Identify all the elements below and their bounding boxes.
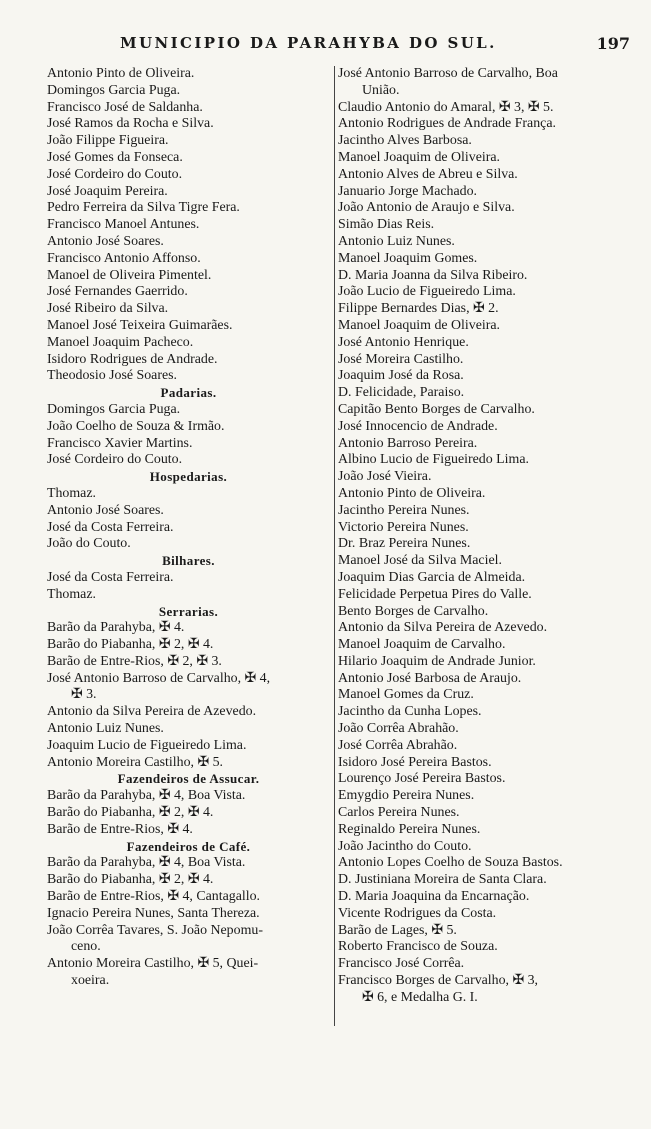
- directory-entry: José Ribeiro da Silva.: [47, 301, 169, 317]
- directory-entry: Simão Dias Reis.: [338, 217, 435, 233]
- directory-entry: Reginaldo Pereira Nunes.: [338, 821, 481, 837]
- directory-entry: Manoel de Oliveira Pimentel.: [47, 267, 212, 283]
- directory-entry: Barão de Lages, ✠ 5.: [338, 922, 457, 938]
- directory-entry: Francisco José Corrêa.: [338, 956, 465, 972]
- directory-entry: Felicidade Perpetua Pires do Valle.: [338, 586, 532, 602]
- directory-entry: Vicente Rodrigues da Costa.: [338, 905, 497, 921]
- directory-entry: Jacintho Pereira Nunes.: [338, 502, 470, 518]
- directory-entry: Victorio Pereira Nunes.: [338, 519, 469, 535]
- directory-entry: João Filippe Figueira.: [47, 133, 169, 149]
- directory-entry: Emygdio Pereira Nunes.: [338, 788, 475, 804]
- directory-entry: Francisco Manoel Antunes.: [47, 217, 200, 233]
- directory-entry: Antonio Pinto de Oliveira.: [338, 485, 486, 501]
- directory-entry: ceno.: [71, 939, 101, 955]
- right-column: [334, 66, 628, 1026]
- directory-entry: Thomaz.: [47, 586, 96, 602]
- directory-entry: João Coelho de Souza & Irmão.: [47, 418, 225, 434]
- page-header: [40, 34, 630, 62]
- directory-entry: José da Costa Ferreira.: [47, 519, 174, 535]
- directory-entry: Joaquim Lucio de Figueiredo Lima.: [47, 737, 247, 753]
- directory-entry: Barão da Parahyba, ✠ 4, Boa Vista.: [47, 855, 246, 871]
- directory-entry: Manoel Joaquim Pacheco.: [47, 334, 194, 350]
- directory-entry: José Fernandes Gaerrido.: [47, 284, 188, 300]
- directory-entry: José Joaquim Pereira.: [47, 183, 168, 199]
- section-heading: Padarias.: [160, 385, 217, 401]
- directory-entry: Antonio José Barbosa de Araujo.: [338, 670, 522, 686]
- directory-entry: João Antonio de Araujo e Silva.: [338, 200, 515, 216]
- directory-entry: Antonio Barroso Pereira.: [338, 435, 478, 451]
- directory-entry: Francisco Borges de Carvalho, ✠ 3,: [338, 973, 539, 989]
- directory-entry: Barão de Entre-Rios, ✠ 2, ✠ 3.: [47, 653, 222, 669]
- directory-entry: Antonio Rodrigues de Andrade França.: [338, 116, 556, 132]
- directory-entry: Capitão Bento Borges de Carvalho.: [338, 401, 535, 417]
- directory-entry: Barão de Entre-Rios, ✠ 4.: [47, 821, 193, 837]
- directory-entry: ✠ 6, e Medalha G. I.: [362, 989, 478, 1005]
- directory-entry: Theodosio José Soares.: [47, 368, 178, 384]
- directory-entry: Isidoro Rodrigues de Andrade.: [47, 351, 218, 367]
- directory-entry: União.: [362, 82, 400, 98]
- directory-entry: Manoel José da Silva Maciel.: [338, 553, 502, 569]
- directory-entry: xoeira.: [71, 973, 110, 989]
- section-heading: Hospedarias.: [149, 469, 228, 485]
- page-number: 197: [596, 34, 630, 53]
- directory-entry: Jacintho da Cunha Lopes.: [338, 704, 482, 720]
- directory-entry: Domingos Garcia Puga.: [47, 401, 181, 417]
- directory-entry: Francisco Antonio Affonso.: [47, 250, 201, 266]
- directory-entry: D. Maria Joanna da Silva Ribeiro.: [338, 267, 528, 283]
- directory-entry: Thomaz.: [47, 485, 96, 501]
- directory-entry: Francisco José de Saldanha.: [47, 99, 203, 115]
- directory-entry: Roberto Francisco de Souza.: [338, 939, 498, 955]
- directory-entry: Antonio Luiz Nunes.: [47, 721, 164, 737]
- directory-entry: Ignacio Pereira Nunes, Santa Thereza.: [47, 905, 260, 921]
- directory-entry: João Lucio de Figueiredo Lima.: [338, 284, 516, 300]
- directory-entry: Januario Jorge Machado.: [338, 183, 477, 199]
- directory-entry: Isidoro José Pereira Bastos.: [338, 754, 492, 770]
- directory-entry: João Jacintho do Couto.: [338, 838, 472, 854]
- directory-entry: Manoel Joaquim de Oliveira.: [338, 149, 501, 165]
- directory-entry: Bento Borges de Carvalho.: [338, 603, 489, 619]
- directory-entry: Filippe Bernardes Dias, ✠ 2.: [338, 301, 499, 317]
- directory-entry: Hilario Joaquim de Andrade Junior.: [338, 653, 536, 669]
- directory-entry: Antonio José Soares.: [47, 233, 164, 249]
- left-column: [47, 66, 330, 990]
- directory-entry: José Gomes da Fonseca.: [47, 149, 183, 165]
- directory-entry: João do Couto.: [47, 536, 131, 552]
- directory-entry: José Corrêa Abrahão.: [338, 737, 458, 753]
- directory-entry: José Cordeiro do Couto.: [47, 166, 183, 182]
- directory-entry: Francisco Xavier Martins.: [47, 435, 193, 451]
- directory-entry: José da Costa Ferreira.: [47, 569, 174, 585]
- section-heading: Serrarias.: [158, 603, 219, 619]
- directory-entry: Barão do Piabanha, ✠ 2, ✠ 4.: [47, 637, 214, 653]
- directory-entry: Domingos Garcia Puga.: [47, 82, 181, 98]
- directory-entry: Lourenço José Pereira Bastos.: [338, 771, 506, 787]
- directory-entry: Barão do Piabanha, ✠ 2, ✠ 4.: [47, 805, 214, 821]
- directory-entry: Joaquim Dias Garcia de Almeida.: [338, 569, 526, 585]
- directory-entry: Barão da Parahyba, ✠ 4.: [47, 620, 185, 636]
- directory-entry: Barão da Parahyba, ✠ 4, Boa Vista.: [47, 788, 246, 804]
- directory-entry: Antonio da Silva Pereira de Azevedo.: [47, 704, 257, 720]
- running-title: MUNICIPIO DA PARAHYBA DO SUL.: [120, 34, 497, 52]
- directory-entry: Antonio Moreira Castilho, ✠ 5.: [47, 754, 223, 770]
- directory-entry: José Antonio Barroso de Carvalho, ✠ 4,: [47, 670, 271, 686]
- section-heading: Bilhares.: [162, 553, 215, 569]
- directory-entry: José Antonio Henrique.: [338, 334, 469, 350]
- directory-entry: Jacintho Alves Barbosa.: [338, 133, 472, 149]
- directory-entry: Carlos Pereira Nunes.: [338, 805, 460, 821]
- directory-entry: João Corrêa Tavares, S. João Nepomu-: [47, 922, 263, 938]
- directory-entry: Antonio José Soares.: [47, 502, 164, 518]
- directory-entry: Dr. Braz Pereira Nunes.: [338, 536, 471, 552]
- directory-entry: José Ramos da Rocha e Silva.: [47, 116, 214, 132]
- section-heading: Fazendeiros de Assucar.: [117, 771, 260, 787]
- directory-entry: Claudio Antonio do Amaral, ✠ 3, ✠ 5.: [338, 99, 554, 115]
- directory-entry: Manoel Joaquim Gomes.: [338, 250, 478, 266]
- directory-entry: José Cordeiro do Couto.: [47, 452, 183, 468]
- directory-entry: Manoel Gomes da Cruz.: [338, 687, 474, 703]
- directory-entry: José Innocencio de Andrade.: [338, 418, 498, 434]
- directory-entry: João José Vieira.: [338, 469, 432, 485]
- directory-entry: D. Maria Joaquina da Encarnação.: [338, 889, 530, 905]
- directory-entry: D. Felicidade, Paraiso.: [338, 385, 465, 401]
- directory-entry: Albino Lucio de Figueiredo Lima.: [338, 452, 529, 468]
- directory-entry: José Moreira Castilho.: [338, 351, 464, 367]
- directory-entry: ✠ 3.: [71, 687, 97, 703]
- directory-entry: Antonio Moreira Castilho, ✠ 5, Quei-: [47, 956, 259, 972]
- directory-entry: Antonio Alves de Abreu e Silva.: [338, 166, 518, 182]
- directory-entry: Antonio Pinto de Oliveira.: [47, 66, 195, 81]
- directory-entry: Manoel Joaquim de Carvalho.: [338, 637, 506, 653]
- directory-entry: João Corrêa Abrahão.: [338, 721, 459, 737]
- directory-entry: Antonio Lopes Coelho de Souza Bastos.: [338, 855, 563, 871]
- directory-entry: Barão do Piabanha, ✠ 2, ✠ 4.: [47, 872, 214, 888]
- directory-entry: Barão de Entre-Rios, ✠ 4, Cantagallo.: [47, 889, 260, 905]
- directory-entry: Pedro Ferreira da Silva Tigre Fera.: [47, 200, 240, 216]
- directory-entry: Antonio da Silva Pereira de Azevedo.: [338, 620, 548, 636]
- directory-entry: Manoel Joaquim de Oliveira.: [338, 317, 501, 333]
- directory-entry: Antonio Luiz Nunes.: [338, 233, 455, 249]
- directory-entry: José Antonio Barroso de Carvalho, Boa: [338, 66, 558, 81]
- section-heading: Fazendeiros de Café.: [126, 838, 251, 854]
- directory-entry: Manoel José Teixeira Guimarães.: [47, 317, 233, 333]
- directory-entry: Joaquim José da Rosa.: [338, 368, 464, 384]
- directory-entry: D. Justiniana Moreira de Santa Clara.: [338, 872, 547, 888]
